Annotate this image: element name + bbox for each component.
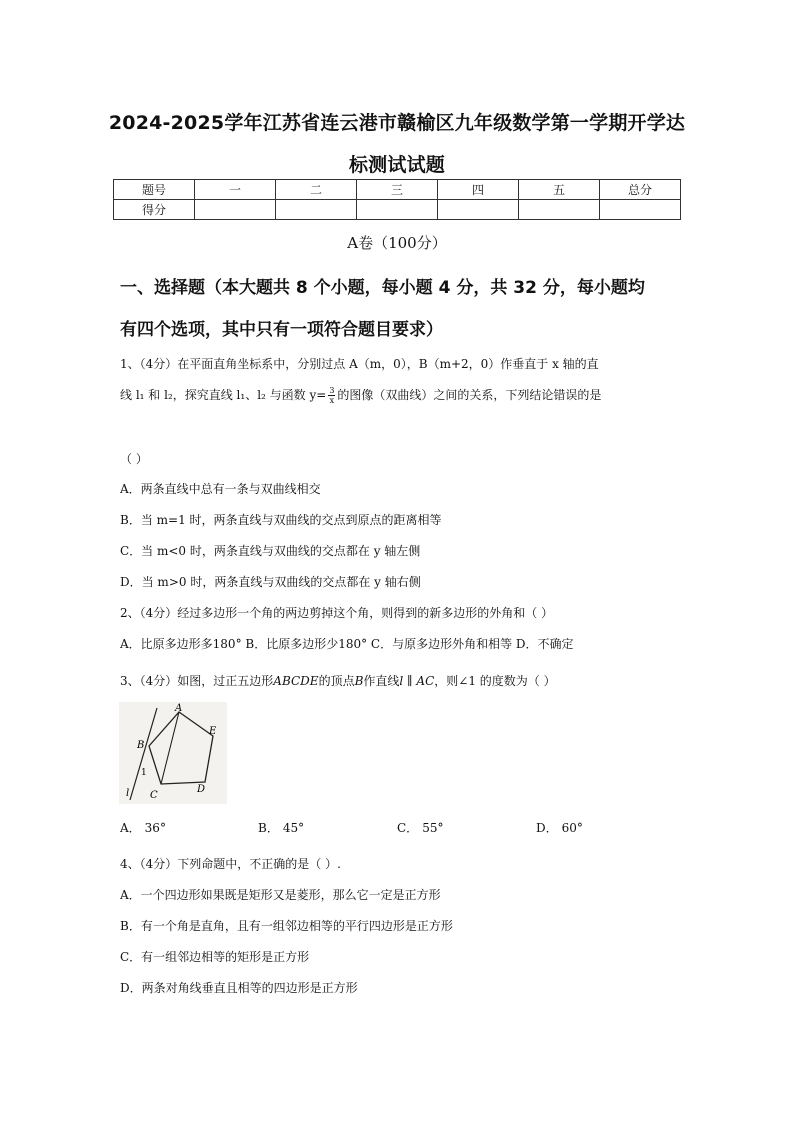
q4-stem: 4、（4分）下列命题中，不正确的是（ ）. — [120, 857, 341, 871]
q1-stem-line2 — [120, 386, 601, 405]
label-a: A — [175, 703, 183, 714]
q3-line-relation: l ∥ AC — [399, 674, 435, 688]
q3-vertex: B — [354, 674, 364, 688]
part1-heading-line1: 一、选择题（本大题共 8 个小题，每小题 4 分，共 32 分，每小题均 — [120, 278, 645, 298]
score-cell: 四 — [438, 180, 519, 200]
label-c: C — [150, 790, 158, 801]
score-cell: 三 — [357, 180, 438, 200]
q1-stem-pre: 线 l₁ 和 l₂，探究直线 l₁、l₂ 与函数 y= — [120, 388, 327, 402]
q2-stem: 2、（4分）经过多边形一个角的两边剪掉这个角，则得到的新多边形的外角和（ ） — [120, 606, 554, 620]
q1-answer-paren: （ ） — [120, 452, 148, 466]
q1-frac-den: x — [329, 396, 335, 405]
part1-heading-line2: 有四个选项，其中只有一项符合题目要求） — [120, 320, 443, 340]
score-blank-cell — [438, 200, 519, 220]
q3-stem-post: ，则∠1 的度数为（ ） — [434, 674, 556, 688]
score-blank-cell — [357, 200, 438, 220]
q3-option-b-value: 45° — [282, 821, 305, 835]
q1-option-d: D．当 m>0 时，两条直线与双曲线的交点都在 y 轴右侧 — [120, 575, 421, 589]
angle-1-label: 1 — [141, 768, 147, 778]
label-b: B — [137, 740, 145, 751]
score-cell: 一 — [195, 180, 276, 200]
score-cell: 二 — [276, 180, 357, 200]
q1-option-c: C．当 m<0 时，两条直线与双曲线的交点都在 y 轴左侧 — [120, 544, 421, 558]
score-cell: 题号 — [114, 180, 195, 200]
q3-option-b — [258, 819, 304, 836]
score-cell: 总分 — [600, 180, 681, 200]
q4-option-a: A．一个四边形如果既是矩形又是菱形，那么它一定是正方形 — [120, 888, 441, 902]
label-e: E — [209, 726, 217, 737]
q3-option-c — [397, 819, 443, 836]
q3-stem — [120, 672, 556, 689]
q3-stem-pre: 3、（4分）如图，过正五边形 — [120, 674, 274, 688]
q3-option-c-value: 55° — [422, 821, 444, 835]
q2-options: A．比原多边形多180° B．比原多边形少180° C．与原多边形外角和相等 D．不确定 — [120, 637, 574, 651]
q3-option-b-letter: B． — [258, 821, 279, 835]
q3-option-d-value: 60° — [561, 821, 583, 835]
pentagon-figure — [119, 702, 227, 804]
q3-stem-mid: 的顶点 — [318, 674, 355, 688]
doc-title-line1: 2024-2025学年江苏省连云港市赣榆区九年级数学第一学期开学达 — [108, 112, 686, 134]
q3-option-d-letter: D． — [536, 821, 558, 835]
doc-title-line2: 标测试试题 — [348, 154, 445, 176]
score-table — [113, 179, 681, 220]
score-blank-cell — [276, 200, 357, 220]
q1-frac-num: 3 — [329, 386, 335, 395]
q3-pentagon-name: ABCDE — [273, 674, 319, 688]
label-l: l — [126, 788, 130, 799]
q1-fraction — [328, 386, 335, 405]
score-table-header-row — [114, 180, 681, 200]
figure-background — [119, 702, 227, 804]
q3-option-c-letter: C． — [397, 821, 419, 835]
score-blank-cell — [195, 200, 276, 220]
q1-stem-line1: 1、（4分）在平面直角坐标系中，分别过点 A（m，0），B（m+2，0）作垂直于 x 轴的直 — [120, 357, 599, 371]
q3-option-a — [120, 819, 166, 836]
score-row-label: 得分 — [114, 200, 195, 220]
score-cell: 五 — [519, 180, 600, 200]
q4-option-d: D．两条对角线垂直且相等的四边形是正方形 — [120, 981, 358, 995]
q3-option-d — [536, 819, 583, 836]
q3-option-a-letter: A． — [120, 821, 141, 835]
q4-option-b: B．有一个角是直角，且有一组邻边相等的平行四边形是正方形 — [120, 919, 453, 933]
score-blank-cell — [600, 200, 681, 220]
score-blank-cell — [519, 200, 600, 220]
q3-option-a-value: 36° — [144, 821, 166, 835]
section-a-heading: A卷（100分） — [347, 234, 447, 252]
q1-option-b: B．当 m=1 时，两条直线与双曲线的交点到原点的距离相等 — [120, 513, 442, 527]
label-d: D — [197, 784, 206, 795]
q1-option-a: A．两条直线中总有一条与双曲线相交 — [120, 482, 321, 496]
q4-option-c: C．有一组邻边相等的矩形是正方形 — [120, 950, 310, 964]
q3-stem-mid2: 作直线 — [363, 674, 400, 688]
score-table-score-row — [114, 200, 681, 220]
q1-stem-post: 的图像（双曲线）之间的关系，下列结论错误的是 — [337, 388, 602, 402]
